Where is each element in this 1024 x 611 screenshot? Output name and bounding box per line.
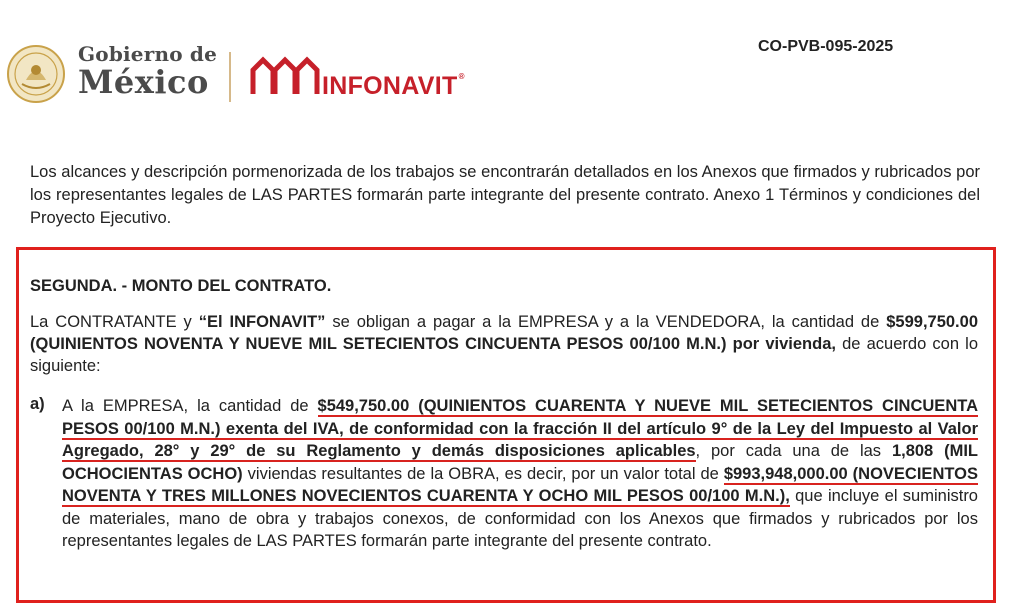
section-title: SEGUNDA. - MONTO DEL CONTRATO.	[30, 277, 332, 295]
a-text-1: A la EMPRESA, la cantidad de	[62, 397, 318, 415]
infonavit-name: INFONAVIT	[322, 72, 458, 100]
letterhead	[0, 0, 1024, 130]
trademark-symbol: ®	[458, 72, 465, 81]
a-text-5: viviendas resultantes de la OBRA, es decir, por un valor total de	[242, 464, 724, 483]
a-text-3: , por cada una de las	[695, 442, 892, 460]
a-text-7: que incluye el suministro de materiales, mano de obra y trabajos conexos, de conformidad con los Anexos que firmados y rubricados por los representantes legales de LAS PARTES formarán parte integrante del presente contrato.	[62, 487, 978, 550]
item-a-label: a)	[30, 395, 45, 413]
p1-text-a: La CONTRATANTE y	[30, 313, 199, 331]
a-amount-underlined: $549,750.00 (QUINIENTOS CUARENTA Y NUEVE MIL SETECIENTOS CINCUENTA PESOS 00/100 M.N.) exenta del IVA, de conformidad con la fracción II del artículo 9° de la Ley del Impuesto al Valor Agregado, 28° y 29° de su Reglamento y demás disposiciones aplicables	[62, 397, 978, 460]
p1-amount: $599,750.00 (QUINIENTOS NOVENTA Y NUEVE MIL SETECIENTOS CINCUENTA PESOS 00/100 M.N.) por vivienda,	[30, 313, 978, 353]
gob-line2: México	[78, 63, 209, 101]
infonavit-wordmark	[322, 72, 465, 101]
infonavit-houses-icon	[249, 56, 321, 96]
intro-paragraph: Los alcances y descripción pormenorizada de los trabajos se encontrarán detallados en los Anexos que firmados y rubricados por los representantes legales de LAS PARTES formarán parte integrante del presente contrato. Anexo 1 Términos y condiciones del Proyecto Ejecutivo.	[30, 163, 980, 227]
item-a-text	[62, 395, 978, 553]
p1-infonavit: “El INFONAVIT”	[198, 313, 326, 331]
document-number: CO-PVB-095-2025	[758, 38, 894, 55]
gob-line1: Gobierno de	[78, 42, 218, 66]
coat-of-arms-seal-icon	[6, 44, 66, 104]
a-housing-count: 1,808 (MIL OCHOCIENTAS OCHO)	[62, 442, 978, 483]
logo-divider	[229, 52, 231, 102]
gobierno-de-mexico-logo	[78, 42, 218, 101]
a-total-underlined: $993,948,000.00 (NOVECIENTOS NOVENTA Y TRES MILLONES NOVECIENTOS CUARENTA Y OCHO MIL PESOS 00/100 M.N.),	[62, 464, 978, 505]
p1-text-e: de acuerdo con lo siguiente:	[30, 335, 978, 375]
p1-text-c: se obligan a pagar a la EMPRESA y a la VENDEDORA, la cantidad de	[325, 313, 887, 331]
amount-paragraph	[30, 311, 978, 377]
